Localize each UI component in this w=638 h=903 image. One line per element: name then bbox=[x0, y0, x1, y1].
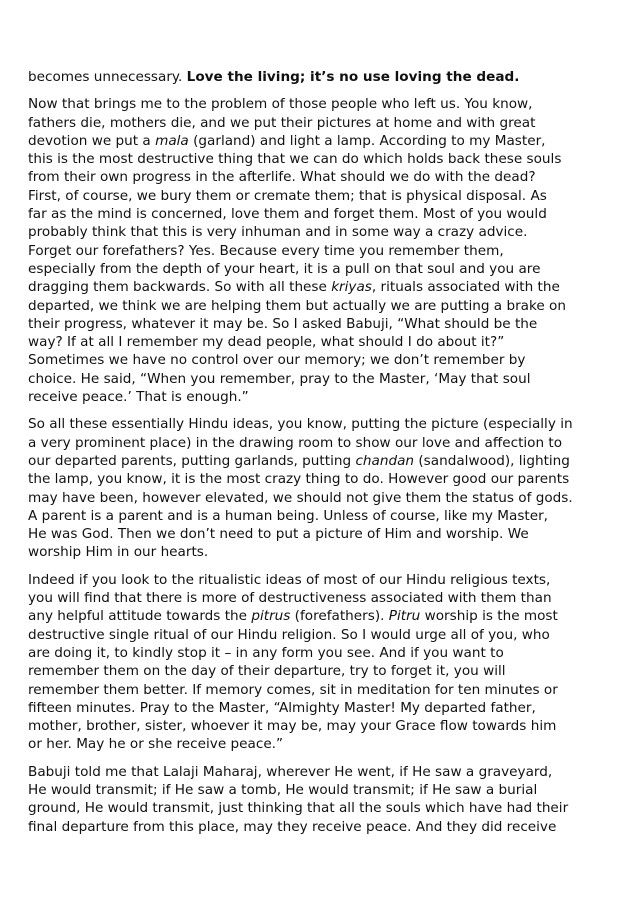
text-run: (sandalwood), lighting bbox=[414, 452, 570, 469]
text-line bbox=[28, 470, 616, 488]
text-run: may have been, however elevated, we should not give them the status of gods. bbox=[28, 489, 573, 506]
text-run: Forget our forefathers? Yes. Because every time you remember them, bbox=[28, 242, 504, 259]
text-run: you will find that there is more of destructiveness associated with them than bbox=[28, 590, 552, 607]
text-line bbox=[28, 95, 616, 113]
italic-term: mala bbox=[155, 132, 189, 149]
text-line bbox=[28, 735, 616, 753]
text-run: mother, brother, sister, whoever it may be, may your Grace flow towards him bbox=[28, 718, 557, 735]
text-run: or her. May he or she receive peace.” bbox=[28, 736, 284, 753]
italic-term: kriyas bbox=[331, 279, 372, 296]
text-run: He would transmit; if He saw a tomb, He would transmit; if He saw a burial bbox=[28, 781, 538, 798]
text-run: A parent is a parent and is a human being. Unless of course, like my Master, bbox=[28, 507, 549, 524]
paragraph bbox=[28, 763, 616, 836]
italic-term: chandan bbox=[355, 452, 415, 469]
text-line bbox=[28, 315, 616, 333]
text-run: choice. He said, “When you remember, pray to the Master, ‘May that soul bbox=[28, 370, 531, 387]
text-run: departed, we think we are helping them but actually we are putting a brake on bbox=[28, 297, 566, 314]
text-line bbox=[28, 415, 616, 433]
text-line bbox=[28, 260, 616, 278]
text-run: a very prominent place) in the drawing room to show our love and affection to bbox=[28, 434, 563, 451]
text-run: any helpful attitude towards the bbox=[28, 608, 252, 625]
text-line bbox=[28, 699, 616, 717]
text-line bbox=[28, 525, 616, 543]
text-line bbox=[28, 132, 616, 150]
text-line bbox=[28, 297, 616, 315]
text-run: (garland) and light a lamp. According to my Master, bbox=[188, 132, 546, 149]
text-run: Babuji told me that Lalaji Maharaj, wherever He went, if He saw a graveyard, bbox=[28, 763, 553, 780]
text-run: remember them on the day of their departure, try to forget it, you will bbox=[28, 663, 506, 680]
text-line bbox=[28, 333, 616, 351]
bold-text: Love the living; it’s no use loving the dead. bbox=[186, 69, 520, 85]
text-line bbox=[28, 799, 616, 817]
text-run: final departure from this place, may they receive peace. And they did receive bbox=[28, 818, 557, 835]
text-run: our departed parents, putting garlands, putting bbox=[28, 452, 356, 469]
text-run: receive peace.’ That is enough.” bbox=[28, 389, 249, 406]
text-run: So all these essentially Hindu ideas, you know, putting the picture (especially in bbox=[28, 416, 573, 433]
text-run: devotion we put a bbox=[28, 132, 156, 149]
text-run: worship is the most bbox=[420, 608, 558, 625]
text-line bbox=[28, 242, 616, 260]
paragraph bbox=[28, 68, 616, 86]
text-run: are doing it, to kindly stop it – in any form you see. And if you want to bbox=[28, 644, 504, 661]
text-run: fathers die, mothers die, and we put their pictures at home and with great bbox=[28, 114, 536, 131]
text-run: probably think that this is very inhuman and in some way a crazy advice. bbox=[28, 224, 528, 241]
text-line bbox=[28, 205, 616, 223]
text-run: from their own progress in the afterlife. What should we do with the dead? bbox=[28, 169, 536, 186]
text-run: Sometimes we have no control over our memory; we don’t remember by bbox=[28, 352, 526, 369]
text-run: worship Him in our hearts. bbox=[28, 544, 209, 561]
text-run: becomes unnecessary. bbox=[28, 69, 187, 85]
paragraph bbox=[28, 415, 616, 561]
text-run: especially from the depth of your heart, it is a pull on that soul and you are bbox=[28, 260, 541, 277]
text-line bbox=[28, 278, 616, 296]
text-line bbox=[28, 818, 616, 836]
text-line bbox=[28, 489, 616, 507]
text-run: remember them better. If memory comes, sit in meditation for ten minutes or bbox=[28, 681, 558, 698]
text-line bbox=[28, 543, 616, 561]
text-run: this is the most destructive thing that we can do which holds back these souls bbox=[28, 151, 562, 168]
italic-term: Pitru bbox=[388, 608, 421, 625]
italic-term: pitrus bbox=[251, 608, 291, 625]
text-line bbox=[28, 626, 616, 644]
text-line bbox=[28, 607, 616, 625]
text-line bbox=[28, 507, 616, 525]
text-run: Indeed if you look to the ritualistic ideas of most of our Hindu religious texts, bbox=[28, 571, 551, 588]
text-run: the lamp, you know, it is the most crazy thing to do. However good our parents bbox=[28, 471, 570, 488]
text-run: way? If at all I remember my dead people, what should I do about it?” bbox=[28, 334, 505, 351]
text-line bbox=[28, 781, 616, 799]
text-line bbox=[28, 351, 616, 369]
text-run: He was God. Then we don’t need to put a picture of Him and worship. We bbox=[28, 526, 529, 543]
text-line bbox=[28, 662, 616, 680]
text-line bbox=[28, 452, 616, 470]
text-run: (forefathers). bbox=[290, 608, 389, 625]
text-line bbox=[28, 681, 616, 699]
text-line bbox=[28, 434, 616, 452]
text-line bbox=[28, 187, 616, 205]
text-line bbox=[28, 150, 616, 168]
text-run: , rituals associated with the bbox=[371, 279, 560, 296]
text-run: their progress, whatever it may be. So I asked Babuji, “What should be the bbox=[28, 315, 538, 332]
text-line bbox=[28, 168, 616, 186]
text-line bbox=[28, 571, 616, 589]
text-line bbox=[28, 223, 616, 241]
text-line bbox=[28, 717, 616, 735]
text-line bbox=[28, 589, 616, 607]
text-line bbox=[28, 114, 616, 132]
text-line bbox=[28, 370, 616, 388]
text-run: destructive single ritual of our Hindu religion. So I would urge all of you, who bbox=[28, 626, 550, 643]
paragraph bbox=[28, 95, 616, 406]
paragraph bbox=[28, 571, 616, 754]
text-run: First, of course, we bury them or cremate them; that is physical disposal. As bbox=[28, 187, 547, 204]
text-line bbox=[28, 763, 616, 781]
text-line bbox=[28, 68, 616, 86]
text-line bbox=[28, 644, 616, 662]
document-page bbox=[28, 68, 616, 845]
text-run: far as the mind is concerned, love them and forget them. Most of you would bbox=[28, 206, 547, 223]
text-run: ground, He would transmit, just thinking that all the souls which have had their bbox=[28, 800, 569, 817]
text-run: fifteen minutes. Pray to the Master, “Almighty Master! My departed father, bbox=[28, 699, 536, 716]
text-line bbox=[28, 388, 616, 406]
text-run: Now that brings me to the problem of those people who left us. You know, bbox=[28, 96, 533, 113]
text-run: dragging them backwards. So with all these bbox=[28, 279, 332, 296]
